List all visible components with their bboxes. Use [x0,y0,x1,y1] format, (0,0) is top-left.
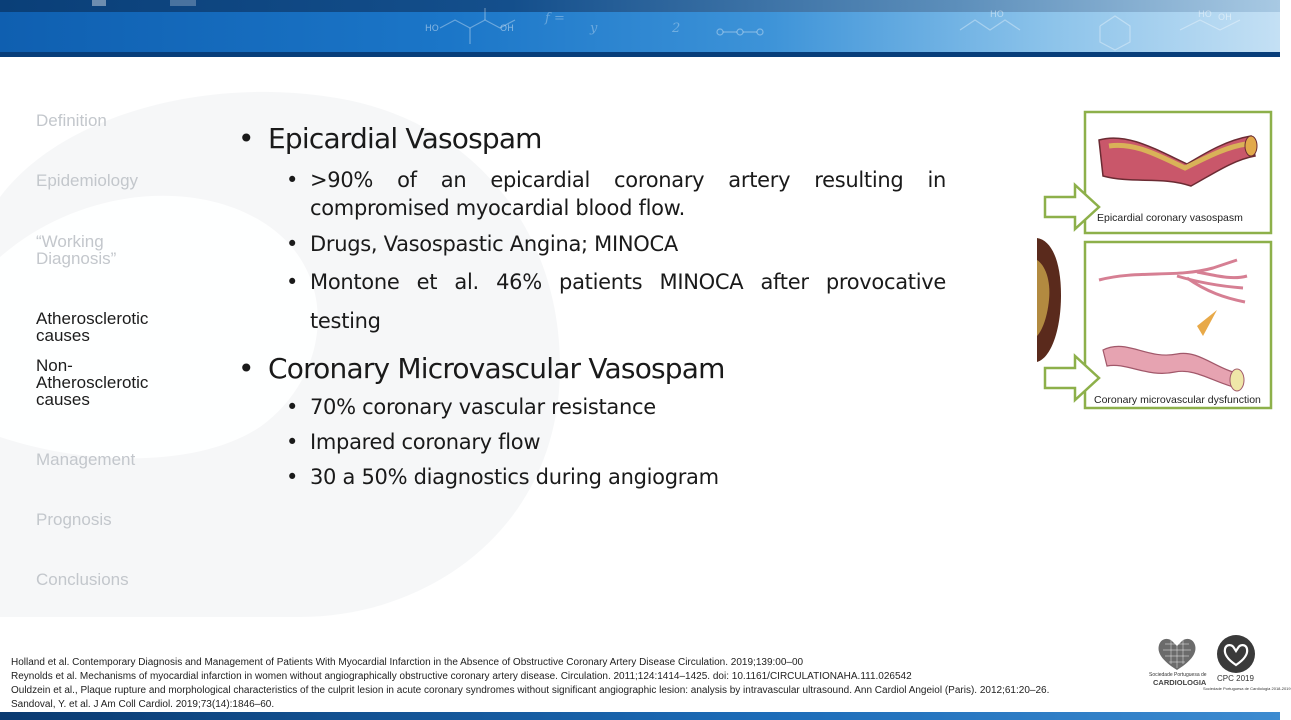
cpc-logo-caption: Sociedade Portuguesa de Cardiologia 2018-2019 [1203,686,1291,691]
sidebar-item-non-atherosclerotic-causes[interactable] [36,357,148,408]
spc-heart-icon [1151,634,1203,674]
bullet-text-line: testing [310,309,381,333]
svg-text:HO: HO [425,24,439,34]
bullet: • [238,122,254,155]
banner-molecule-decoration [0,0,1280,57]
bullet: • [286,395,299,419]
epicardial-caption: Epicardial coronary vasospasm [1097,212,1243,224]
sidebar-item-prognosis[interactable]: Prognosis [36,510,112,529]
svg-text:OH: OH [500,24,514,34]
microvessel-cross-section [1230,369,1244,391]
sidebar-item-conclusions[interactable]: Conclusions [36,570,129,589]
bullet: • [286,232,299,256]
reference-line: Reynolds et al. Mechanisms of myocardial infarction in women without angiographically obstructive coronary artery disease. Circulation. 2011;124:1414–1425. doi: 10.1161/CIRCULATIONAHA.111.026542 [11,671,912,682]
bullet-text-line: >90% of an epicardial coronary artery resulting in [310,168,946,192]
reference-line: Holland et al. Contemporary Diagnosis and Management of Patients With Myocardial Infarction in the Absence of Obstructive Coronary Artery Disease Circulation. 2019;139:00–00 [11,657,804,668]
reference-line: Sandoval, Y. et al. J Am Coll Cardiol. 2019;73(14):1846–60. [11,699,275,710]
sidebar-item-label-line: Non- [36,356,73,375]
sidebar-item-management[interactable]: Management [36,450,136,469]
bullet: • [286,430,299,454]
section-title: Epicardial Vasospam [268,122,542,155]
sidebar-item-label-line: Atherosclerotic [36,373,149,392]
bullet-text-line: Montone et al. 46% patients MINOCA after provocative [310,270,946,294]
bullet: • [286,270,299,294]
sidebar-item-atherosclerotic-causes[interactable] [36,310,148,344]
sidebar-item-label-line: Diagnosis” [36,249,117,268]
artery-cross-section [1245,136,1257,156]
header-banner [0,0,1280,57]
cpc-logo-title: CPC 2019 [1217,674,1254,683]
bullet-text: 70% coronary vascular resistance [310,395,656,419]
bullet-text: Impared coronary flow [310,430,541,454]
spc-logo [1149,634,1207,694]
sidebar-item-label-line: “Working [36,232,104,251]
microvascular-caption: Coronary microvascular dysfunction [1094,394,1261,406]
reference-line: Ouldzein et al., Plaque rupture and morphological characteristics of the culprit lesion in acute coronary syndromes without significant angiographic lesion: analysis by intravascular ultrasound. Ann Cardiol Angeiol (Paris). 2012;61:20–26. [11,685,1050,696]
spc-logo-caption: Sociedade Portuguesa de [1149,672,1207,678]
svg-text:OH: OH [1218,13,1232,23]
sidebar-item-working-diagnosis[interactable] [36,233,116,267]
sidebar-item-definition[interactable]: Definition [36,111,107,130]
svg-text:HO: HO [990,10,1004,20]
bullet: • [286,465,299,489]
sidebar-item-label-line: causes [36,326,90,345]
svg-text:f =: f = [545,11,565,26]
vasospasm-figure [1037,110,1273,410]
bullet-text: Drugs, Vasospastic Angina; MINOCA [310,232,678,256]
svg-text:HO: HO [1198,10,1212,20]
references [11,656,1171,712]
svg-text:y: y [590,21,598,36]
section-title: Coronary Microvascular Vasospam [268,352,725,385]
svg-text:2: 2 [672,21,681,36]
sidebar-item-label-line: Atherosclerotic [36,309,149,328]
bullet-text: 30 a 50% diagnostics during angiogram [310,465,719,489]
spc-logo-title: CARDIOLOGIA [1153,678,1207,687]
bullet: • [238,352,254,385]
cpc-heart-icon [1209,634,1265,674]
bullet-text-line: compromised myocardial blood flow. [310,196,685,220]
cpc-logo [1203,634,1291,694]
sidebar-item-label-line: causes [36,390,90,409]
footer-bar [0,712,1280,720]
sidebar-item-epidemiology[interactable]: Epidemiology [36,171,139,190]
bullet: • [286,168,299,192]
